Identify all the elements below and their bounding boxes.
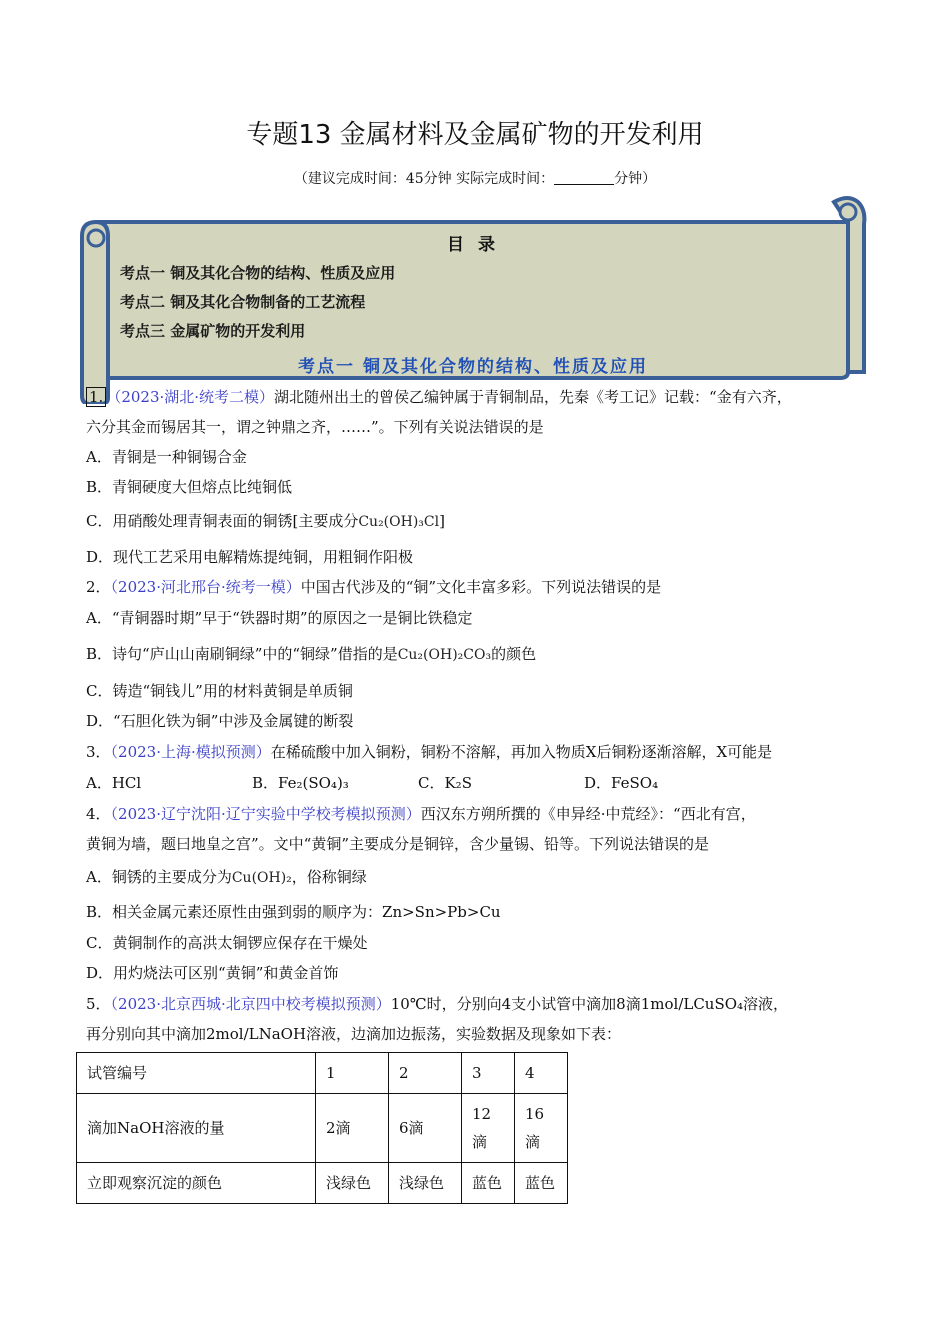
q5-stem1: 10℃时，分别向4支小试管中滴加8滴1mol/LCuSO₄溶液， (390, 995, 789, 1013)
q1-stem2: 六分其金而锡居其一，谓之钟鼎之齐，……”。下列有关说法错误的是 (86, 418, 544, 436)
q1-number: 1. (86, 387, 106, 407)
q1-stem1: 湖北随州出土的曾侯乙编钟属于青铜制品，先秦《考工记》记载：“金有六齐， (274, 388, 792, 406)
table-row (77, 1094, 568, 1163)
toc-item-1[interactable]: 考点一 铜及其化合物的结构、性质及应用 (120, 264, 396, 282)
table-cell: 4 (515, 1053, 568, 1094)
q3-number: 3． (86, 743, 111, 761)
q1-option-d[interactable]: D．现代工艺采用电解精炼提纯铜，用粗铜作阳极 (86, 548, 414, 566)
table-cell: 立即观察沉淀的颜色 (77, 1163, 316, 1204)
q3-source: （2023·上海·模拟预测） (110, 743, 271, 761)
table-cell: 16滴 (515, 1094, 568, 1163)
time-blank (554, 170, 614, 185)
table-row (77, 1163, 568, 1204)
q2-stem (86, 576, 661, 597)
q1-option-a[interactable]: A．青铜是一种铜锡合金 (86, 448, 247, 466)
q1-option-c[interactable] (86, 510, 445, 531)
q1-c-formula: Cu₂(OH)₃Cl (358, 514, 440, 530)
q1-c-text: C．用硝酸处理青铜表面的铜锈[主要成分 (86, 512, 359, 530)
q4-source: （2023·辽宁沈阳·辽宁实验中学校考模拟预测） (110, 805, 421, 823)
q1-stem-line1 (86, 386, 792, 407)
q4-stem2: 黄铜为墙，题曰地皇之宫”。文中“黄铜”主要成分是铜锌，含少量锡、铅等。下列说法错误的是 (86, 835, 710, 853)
q4-a-text: A．铜锈的主要成分为 (86, 868, 232, 886)
toc-item-3[interactable]: 考点三 金属矿物的开发利用 (120, 322, 306, 340)
toc-heading: 目 录 (447, 235, 499, 255)
experiment-table (76, 1052, 568, 1204)
q3-option-d[interactable]: D．FeSO₄ (584, 774, 659, 792)
toc-scroll (78, 192, 868, 404)
q5-source: （2023·北京西城·北京四中校考模拟预测） (110, 995, 391, 1013)
q5-stem-line1 (86, 993, 788, 1014)
q2-number: 2． (86, 578, 111, 596)
table-cell: 12滴 (462, 1094, 515, 1163)
q2-option-d[interactable]: D．“石胆化铁为铜”中涉及金属键的断裂 (86, 712, 354, 730)
q4-option-b[interactable]: B．相关金属元素还原性由强到弱的顺序为：Zn>Sn>Pb>Cu (86, 903, 501, 921)
page-title: 专题13 金属材料及金属矿物的开发利用 (246, 120, 704, 150)
q5-stem2: 再分别向其中滴加2mol/LNaOH溶液，边滴加边振荡，实验数据及现象如下表： (86, 1025, 622, 1043)
table-row (77, 1053, 568, 1094)
q2-stem-text: 中国古代涉及的“铜”文化丰富多彩。下列说法错误的是 (300, 578, 662, 596)
table-cell: 6滴 (389, 1094, 462, 1163)
q4-number: 4． (86, 805, 111, 823)
q2-option-c[interactable]: C．铸造“铜钱儿”用的材料黄铜是单质铜 (86, 682, 353, 700)
table-cell: 试管编号 (77, 1053, 316, 1094)
q2-source: （2023·河北邢台·统考一模） (110, 578, 301, 596)
table-cell: 滴加NaOH溶液的量 (77, 1094, 316, 1163)
q2-b-post: 的颜色 (491, 645, 537, 663)
time-hint (0, 168, 950, 188)
q3-option-a[interactable]: A．HCl (86, 774, 142, 792)
q4-option-a[interactable] (86, 866, 367, 887)
q1-c-post: ] (439, 512, 445, 530)
q4-a-post: ，俗称铜绿 (291, 868, 367, 886)
table-cell: 2滴 (316, 1094, 389, 1163)
time-hint-after: 分钟） (614, 171, 657, 187)
q2-b-formula: Cu₂(OH)₂CO₃ (397, 647, 492, 663)
q1-source: （2023·湖北·统考二模） (106, 388, 275, 406)
table-cell: 1 (316, 1053, 389, 1094)
q2-b-text: B．诗句“庐山山南刷铜绿”中的“铜绿”借指的是 (86, 645, 398, 663)
table-cell: 2 (389, 1053, 462, 1094)
q4-stem-line1 (86, 803, 756, 824)
q3-stem (86, 741, 772, 762)
q3-option-c[interactable]: C．K₂S (418, 774, 472, 792)
q4-stem1: 西汉东方朔所撰的《申异经·中荒经》：“西北有宫， (420, 805, 756, 823)
q2-option-b[interactable] (86, 643, 536, 664)
section-heading: 考点一 铜及其化合物的结构、性质及应用 (298, 357, 648, 377)
q3-stem-text: 在稀硫酸中加入铜粉，铜粉不溶解，再加入物质X后铜粉逐渐溶解，X可能是 (270, 743, 773, 761)
table-cell: 蓝色 (462, 1163, 515, 1204)
toc-item-2[interactable]: 考点二 铜及其化合物制备的工艺流程 (120, 293, 366, 311)
q2-option-a[interactable]: A．“青铜器时期”早于“铁器时期”的原因之一是铜比铁稳定 (86, 609, 473, 627)
q1-option-b[interactable]: B．青铜硬度大但熔点比纯铜低 (86, 478, 293, 496)
table-cell: 浅绿色 (389, 1163, 462, 1204)
table-cell: 蓝色 (515, 1163, 568, 1204)
table-cell: 3 (462, 1053, 515, 1094)
table-cell: 浅绿色 (316, 1163, 389, 1204)
q4-option-d[interactable]: D．用灼烧法可区别“黄铜”和黄金首饰 (86, 964, 339, 982)
q5-number: 5． (86, 995, 111, 1013)
q4-a-formula: Cu(OH)₂ (231, 870, 292, 886)
q4-option-c[interactable]: C．黄铜制作的高洪太铜锣应保存在干燥处 (86, 934, 368, 952)
q3-option-b[interactable]: B．Fe₂(SO₄)₃ (252, 774, 349, 792)
time-hint-before: （建议完成时间：45分钟 实际完成时间： (293, 171, 555, 187)
